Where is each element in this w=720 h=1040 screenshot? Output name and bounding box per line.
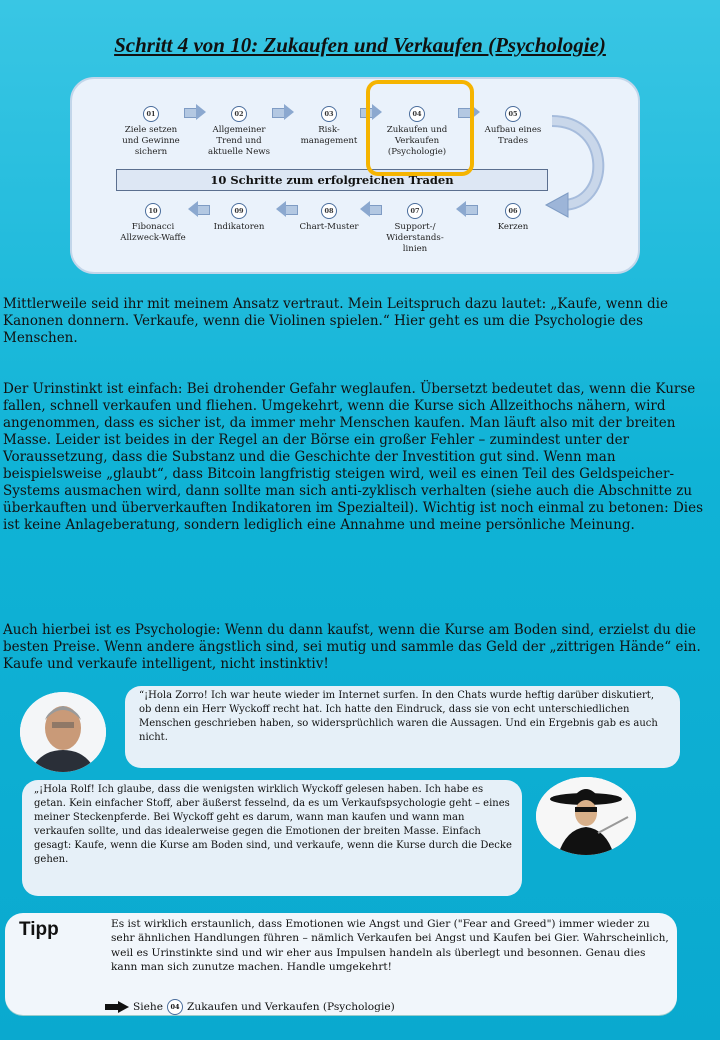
- tip-box: [5, 913, 677, 1015]
- intro-paragraph: Mittlerweile seid ihr mit meinem Ansatz vertraut. Mein Leitspruch dazu lautet: „Kaufe, wenn die Kanonen donnern. Verkaufe, wenn die Violinen spielen.“ Hier geht es um die Psychologie des Menschen.: [3, 296, 668, 346]
- step-label: Risk-management: [300, 125, 358, 146]
- step-label: Aufbau eines Trades: [484, 125, 542, 146]
- step-number: 04: [409, 106, 425, 122]
- instinct-paragraph: Der Urinstinkt ist einfach: Bei drohender Gefahr weglaufen. Übersetzt bedeutet das, wenn die Kurse fallen, schnell verkaufen und fliehen. Umgekehrt, wenn die Kurse sich Allzeithochs nähern, wird angenommen, dass es sicher ist, da immer mehr Menschen kaufen. Man läuft also mit der breiten Masse. Leider ist beides in der Regel an der Börse ein großer Fehler – zumindest unter der Voraussetzung, dass die Substanz und die Geschichte der Investition gut sind. Wenn man beispielsweise „glaubt“, dass Bitcoin langfristig steigen wird, weil es einen Teil des Geldspeicher-Systems ausmachen wird, dann sollte man sich anti-zyklisch verhalten (siehe auch die Abschnitte zu überkauften und überverkauften Indikatoren im Spezialteil). Wichtig ist noch einmal zu betonen: Dies ist keine Anlageberatung, sondern lediglich eine Annahme und meine persönliche Meinung.: [3, 381, 704, 533]
- step-10: [118, 203, 188, 244]
- step-number: 09: [231, 203, 247, 219]
- tip-text: Es ist wirklich erstaunlich, dass Emotionen wie Angst und Gier ("Fear and Greed") immer wieder zu sehr ähnlichen Handlungen führen – nämlich Verkaufen bei Angst und Kaufen bei Gier. Wahrscheinlich, weil es Urinstinkte sind und wir eher aus Impulsen handeln als überlegt und besonnen. Genau dies kann man sich zunutze machen. Handle umgekehrt!: [111, 918, 669, 974]
- zorro-speech-text: „¡Hola Rolf! Ich glaube, dass die wenigsten wirklich Wyckoff gelesen haben. Ich habe es getan. Kein einfacher Stoff, aber äußerst fesselnd, da es um Verkaufspsychologie geht – eines meiner Steckenpferde. Bei Wyckoff geht es darum, wann man kaufen und wann man verkaufen sollte, und das idealerweise gegen die Emotionen der breiten Masse. Einfach gesagt: Kaufe, wenn die Kurse am Boden sind, und verkaufe, wenn die Kurse durch die Decke gehen.: [34, 784, 512, 865]
- left-arrow-icon: [360, 201, 382, 217]
- page-title: Schritt 4 von 10: Zukaufen und Verkaufen (Psychologie): [114, 33, 606, 57]
- step-number: 07: [407, 203, 423, 219]
- step-number: 03: [321, 106, 337, 122]
- zorro-speech-bubble: [22, 780, 522, 896]
- step-label: Zukaufen und Verkaufen (Psychologie): [386, 125, 448, 157]
- step-number: 01: [143, 106, 159, 122]
- step-label: Indikatoren: [213, 222, 265, 232]
- step-number: 05: [505, 106, 521, 122]
- step-label: Chart-Muster: [299, 222, 359, 232]
- rolf-speech-bubble: [125, 686, 680, 768]
- step-number: 10: [145, 203, 161, 219]
- step-number: 06: [505, 203, 521, 219]
- right-arrow-icon: [184, 104, 206, 120]
- left-arrow-icon: [456, 201, 478, 217]
- return-arrow-icon: [542, 113, 622, 223]
- step-label: Allgemeiner Trend und aktuelle News: [207, 125, 271, 157]
- tip-ref-number: 04: [167, 999, 183, 1015]
- step-label: Fibonacci Allzweck-Waffe: [120, 222, 186, 243]
- rolf-avatar: [20, 692, 106, 772]
- step-08: [294, 203, 364, 233]
- step-01: [116, 106, 186, 158]
- step-label: Ziele setzen und Gewinne sichern: [122, 125, 180, 157]
- right-arrow-icon: [272, 104, 294, 120]
- current-step-highlight: [366, 80, 474, 176]
- step-02: [204, 106, 274, 158]
- zorro-avatar: [536, 777, 636, 855]
- step-09: [204, 203, 274, 233]
- tip-ref-label: Zukaufen und Verkaufen (Psychologie): [187, 1001, 395, 1013]
- step-number: 08: [321, 203, 337, 219]
- diagram-banner: 10 Schritte zum erfolgreichen Traden: [116, 169, 548, 191]
- step-05: [478, 106, 548, 147]
- step-06: [478, 203, 548, 233]
- psychology-paragraph: Auch hierbei ist es Psychologie: Wenn du dann kaufst, wenn die Kurse am Boden sind, erzielst du die besten Preise. Wenn andere ängstlich sind, sei mutig und sammle das Geld der „zittrigen Hände“ ein. Kaufe und verkaufe intelligent, nicht instinktiv!: [3, 622, 701, 672]
- step-label: Kerzen: [497, 222, 529, 232]
- right-arrow-icon: [105, 1001, 129, 1013]
- step-03: [294, 106, 364, 147]
- steps-diagram: [70, 77, 640, 274]
- step-07: [380, 203, 450, 255]
- rolf-speech-text: “¡Hola Zorro! Ich war heute wieder im Internet surfen. In den Chats wurde heftig darüber diskutiert, ob denn ein Herr Wyckoff recht hat. Ich hatte den Eindruck, dass sie von echt unterschiedlichen Menschen geschrieben haben, so widersprüchlich waren die Aussagen. Und ein Ergebnis gab es auch nicht.: [139, 690, 658, 743]
- tip-title: Tipp: [19, 919, 59, 940]
- step-label: Support-/ Widerstands-linien: [386, 222, 444, 254]
- tip-ref-prefix: Siehe: [133, 1001, 164, 1013]
- step-number: 02: [231, 106, 247, 122]
- tip-reference: [105, 999, 395, 1015]
